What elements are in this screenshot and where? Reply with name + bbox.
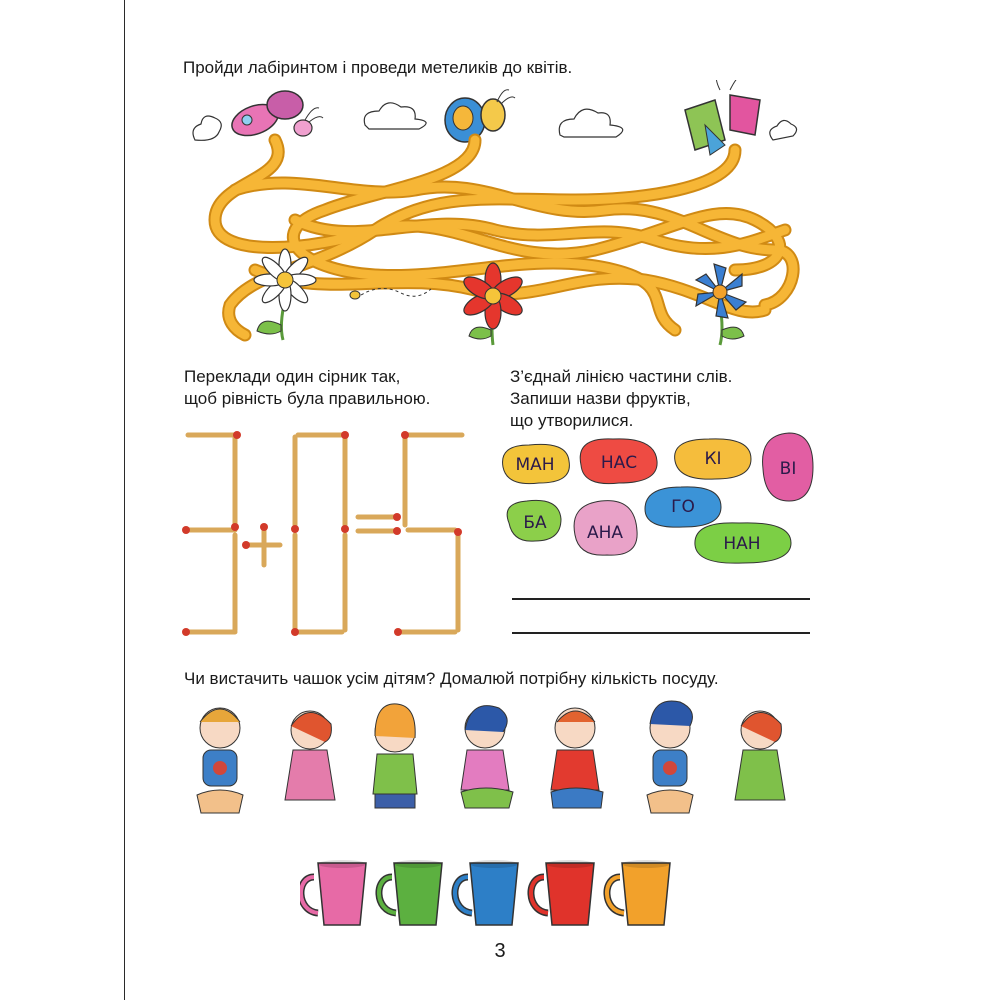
child-figure: [285, 711, 335, 800]
child-figure: [197, 708, 243, 813]
syllable-label-nan: НАН: [723, 534, 761, 554]
cup-icon: [531, 860, 594, 925]
child-figure: [461, 706, 513, 808]
syllable-card-ana[interactable]: [574, 501, 637, 556]
children-illustration: [185, 700, 815, 825]
syllable-card-go[interactable]: [645, 487, 721, 527]
matchstick-plus-sign: [242, 523, 280, 565]
syllable-card-ba[interactable]: [507, 500, 561, 541]
matches-task-line-1: Переклади один сірник так,: [184, 367, 401, 386]
matchstick-digit-zero: [291, 431, 349, 636]
cloud-icon: [193, 116, 221, 140]
syllable-card-ki[interactable]: [675, 439, 751, 479]
page-margin-line: [124, 0, 125, 1000]
syllable-label-nas: НАС: [600, 453, 638, 473]
blue-butterfly-icon: [445, 90, 515, 142]
child-figure: [735, 711, 785, 800]
matchstick-equals-sign: [358, 513, 401, 535]
syllable-card-vi[interactable]: [763, 433, 813, 501]
syllable-card-nan[interactable]: [695, 523, 791, 563]
syllable-label-go: ГО: [671, 497, 695, 517]
cup-icon: [607, 860, 670, 925]
daisy-icon: [254, 249, 316, 340]
cup-icon: [379, 860, 442, 925]
syllables-task-line-1: З’єднай лінією частини слів.: [510, 367, 733, 386]
syllable-label-ki: КІ: [704, 449, 722, 469]
syllable-label-ba: БА: [523, 513, 547, 533]
cloud-icon: [770, 120, 797, 140]
syllable-label-man: МАН: [515, 455, 555, 475]
maze-task-title: Пройди лабіринтом і проведи метеликів до квітів.: [183, 58, 573, 77]
syllable-cards: [495, 425, 820, 575]
cup-icon: [301, 860, 366, 925]
cup-icon: [455, 860, 518, 925]
child-figure: [551, 708, 603, 808]
syllable-label-ana: АНА: [586, 523, 624, 543]
child-figure: [373, 704, 417, 808]
cloud-icon: [364, 103, 426, 129]
matches-task-line-2: щоб рівність була правильною.: [184, 389, 431, 408]
syllable-card-nas[interactable]: [580, 439, 657, 484]
cups-task-title: Чи вистачить чашок усім дітям? Домалюй потрібну кількість посуду.: [184, 669, 719, 688]
matchstick-digit-five: [394, 431, 462, 636]
maze-illustration: [175, 80, 815, 350]
blue-flower-icon: [696, 264, 746, 345]
syllable-card-man[interactable]: [503, 444, 570, 483]
page-number: 3: [494, 940, 506, 962]
cloud-icon: [559, 109, 622, 137]
matchstick-equation: [180, 425, 470, 640]
answer-line-1[interactable]: [512, 598, 810, 600]
child-figure: [647, 701, 693, 813]
syllables-task-line-2: Запиши назви фруктів,: [510, 389, 691, 408]
green-butterfly-icon: [685, 80, 760, 155]
answer-line-2[interactable]: [512, 632, 810, 634]
syllables-task-line-3: що утворилися.: [510, 411, 634, 430]
matchstick-digit-three: [182, 431, 241, 636]
syllable-label-vi: ВІ: [779, 459, 797, 479]
cups-illustration: [300, 855, 700, 930]
